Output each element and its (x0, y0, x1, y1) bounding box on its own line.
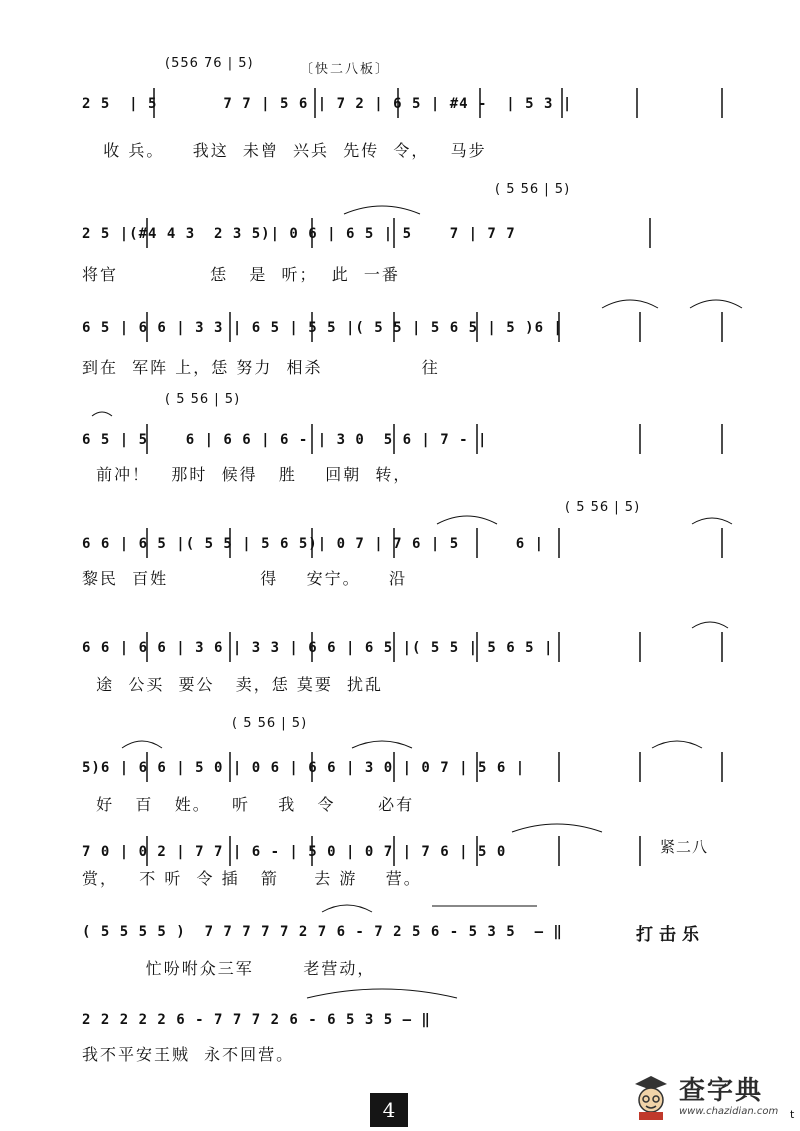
notation-line (82, 430, 742, 454)
lyrics-line: 前冲！ 那时 候得 胜 回朝 转， (82, 465, 412, 484)
jianpu-notes: 5)6 | 6 6 | 5 0 | 0 6 | 6 6 | 3 0 | 0 7 | 5 6 | (82, 760, 526, 776)
lyrics-line: 将官 恁 是 听； 此 一番 (82, 265, 400, 284)
jianpu-notes: 6 5 | 6 6 | 3 3 | 6 5 | 5 5 |( 5 5 | 5 6 5 | 5 )6 | (82, 320, 563, 336)
notation-line (82, 94, 742, 118)
notation-line (82, 638, 742, 662)
watermark-title: 查字典 (679, 1076, 764, 1106)
section-marking: 紧二八 (660, 838, 709, 856)
lyrics-line: 好 百 姓。 听 我 令 必有 (82, 795, 415, 814)
mascot-icon (631, 1074, 671, 1120)
jianpu-notes: ( 5 5 5 5 ) 7 7 7 7 7 2 7 6 - 7 2 5 6 - 5 3 5 — ‖ (82, 924, 563, 940)
interlude-annotation: ( 5 56 | 5) (165, 392, 241, 407)
watermark-logo (625, 1068, 790, 1126)
stray-character: t (790, 1108, 795, 1121)
jianpu-notes: 2 5 | 5 7 7 | 5 6 | 7 2 | 6 5 | #4 - | 5 3 | (82, 96, 573, 112)
lyrics-line: 收 兵。 我这 未曾 兴兵 先传 令， 马步 (82, 141, 487, 160)
tempo-marking: 〔快二八板〕 (300, 62, 391, 77)
percussion-marking: 打击乐 (636, 925, 705, 945)
lyrics-line: 黎民 百姓 得 安宁。 沿 (82, 569, 407, 588)
lyrics-line: 赏， 不 听 令 插 箭 去 游 营。 (82, 869, 422, 888)
jianpu-notes: 6 6 | 6 6 | 3 6 | 3 3 | 6 6 | 6 5 |( 5 5 | 5 6 5 | (82, 640, 554, 656)
lyrics-line: 途 公买 要公 卖，恁 莫要 扰乱 (82, 675, 384, 694)
interlude-annotation: ( 5 56 | 5) (232, 716, 308, 731)
notation-line (82, 758, 742, 782)
interlude-annotation: ( 5 56 | 5) (495, 182, 571, 197)
page-number: 4 (370, 1093, 408, 1127)
notation-line (82, 534, 742, 558)
jianpu-notes: 6 5 | 5 6 | 6 6 | 6 - | 3 0 5 6 | 7 - | (82, 432, 488, 448)
lyrics-line: 忙吩咐众三军 老营动， (82, 959, 376, 978)
watermark-url: www.chazidian.com (679, 1106, 779, 1117)
interlude-annotation: (556 76 | 5) (165, 56, 254, 71)
jianpu-notes: 2 5 |(#4 4 3 2 3 5)| 0 6 | 6 5 | 5 7 | 7 7 (82, 226, 516, 242)
lyrics-line: 到在 军阵 上，恁 努力 相杀 往 (82, 358, 440, 377)
jianpu-notes: 2 2 2 2 2 6 - 7 7 7 2 6 - 6 5 3 5 — ‖ (82, 1012, 431, 1028)
jianpu-notes: 6 6 | 6 5 |( 5 5 | 5 6 5)| 0 7 | 7 6 | 5 6 | (82, 536, 545, 552)
lyrics-line: 我不平安王贼 永不回营。 (82, 1045, 295, 1064)
notation-line (82, 842, 742, 866)
jianpu-notes: 7 0 | 0 2 | 7 7 | 6 - | 5 0 | 0 7 | 7 6 | 5 0 (82, 844, 507, 860)
notation-line (82, 224, 742, 248)
interlude-annotation: ( 5 56 | 5) (565, 500, 641, 515)
notation-line (82, 1010, 742, 1034)
notation-line (82, 318, 742, 342)
